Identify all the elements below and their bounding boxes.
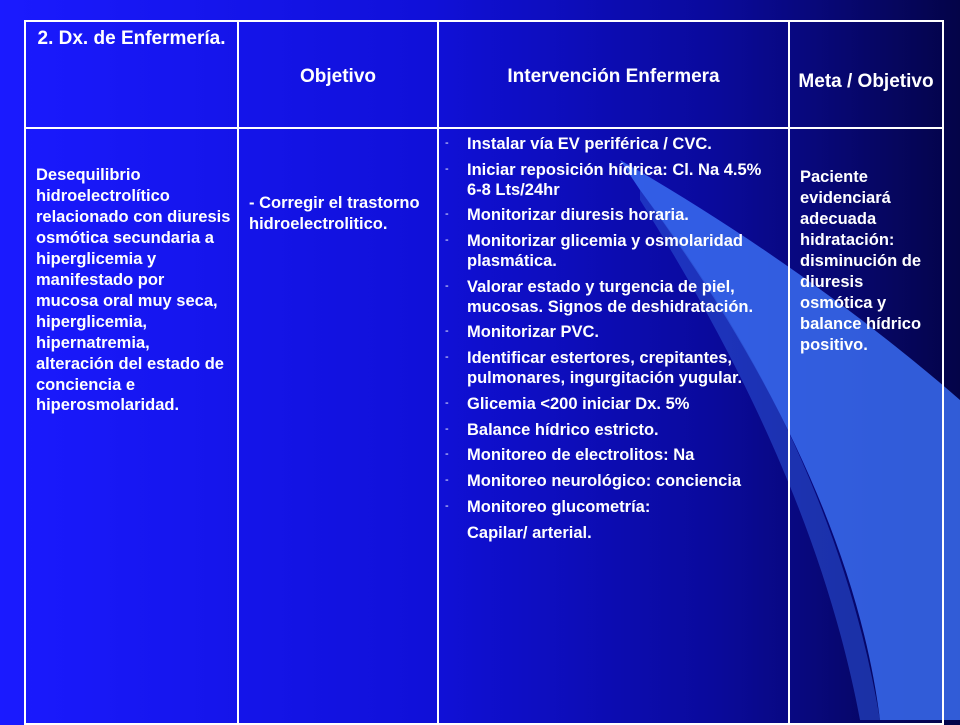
list-item: - Valorar estado y turgencia de piel, mucosas. Signos de deshidratación.	[445, 277, 754, 316]
intervention-cell	[438, 128, 789, 724]
list-item: - Identificar estertores, crepitantes, pulmonares, ingurgitación yugular.	[445, 349, 743, 387]
goal-cell: Paciente evidenciará adecuada hidratación: disminución de diuresis osmótica y balance hídrico positivo.	[789, 128, 943, 724]
intervention-list	[443, 135, 782, 518]
header-goal: Meta / Objetivo	[789, 21, 943, 128]
header-objective: Objetivo	[238, 21, 438, 128]
list-item: - Iniciar reposición hídrica: Cl. Na 4.5% 6-8 Lts/24hr	[445, 160, 776, 199]
list-item: - Monitoreo glucometría:	[445, 497, 651, 516]
list-item: - Monitoreo de electrolitos: Na	[445, 446, 695, 465]
table-row	[25, 128, 943, 724]
list-item: - Monitorizar diuresis horaria.	[445, 206, 689, 225]
header-diagnosis: 2. Dx. de Enfermería.	[25, 21, 238, 128]
objective-cell: - Corregir el trastorno hidroelectrolitico.	[238, 128, 438, 724]
header-intervention: Intervención Enfermera	[438, 21, 789, 128]
list-item: - Monitorizar glicemia y osmolaridad plasmática.	[445, 232, 743, 270]
list-item: - Instalar vía EV periférica / CVC.	[445, 135, 712, 153]
intervention-tail: Capilar/ arterial.	[467, 523, 592, 542]
header-row	[25, 21, 943, 128]
list-item: - Monitorizar PVC.	[445, 323, 600, 342]
list-item: - Monitoreo neurológico: conciencia	[445, 472, 742, 491]
nursing-care-table	[24, 20, 944, 725]
diagnosis-cell: Desequilibrio hidroelectrolítico relacionado con diuresis osmótica secundaria a hiperglicemia y manifestado por mucosa oral muy seca, hiperglicemia, hipernatremia, alteración del estado de conciencia e hiperosmolaridad.	[25, 128, 238, 724]
list-item: - Glicemia <200 iniciar Dx. 5%	[445, 394, 690, 413]
list-item: - Balance hídrico estricto.	[445, 420, 659, 439]
